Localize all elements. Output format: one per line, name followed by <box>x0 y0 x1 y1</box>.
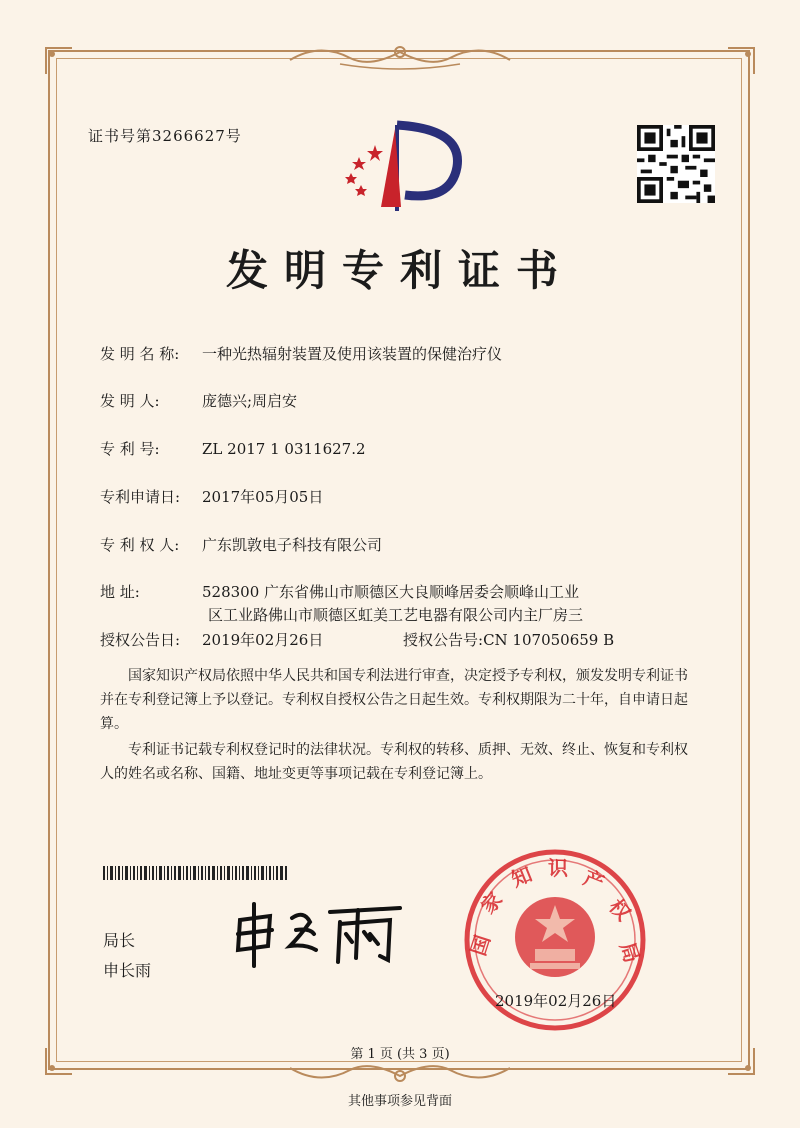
page-title: 发明专利证书 <box>225 246 574 295</box>
svg-text:局: 局 <box>615 939 645 966</box>
paragraph-1: 国家知识产权局依照中华人民共和国专利法进行审查，决定授予专利权，颁发发明专利证书并在专利登记簿上予以登记。专利权自授权公告之日起生效。专利权期限为二十年，自申请日起算。 <box>100 668 688 732</box>
patentee-row <box>100 534 382 555</box>
svg-text:识: 识 <box>548 856 568 880</box>
announce-number-value: CN 107050659 B <box>483 631 615 649</box>
signatory-name: 申长雨 <box>103 961 152 980</box>
patent-number-row <box>100 438 366 459</box>
corner-ornament-tr <box>726 46 756 76</box>
invention-name-label: 发 明 名 称: <box>100 345 180 363</box>
svg-text:家: 家 <box>475 887 508 919</box>
patent-office-logo-icon <box>335 115 465 215</box>
qr-code-icon <box>637 125 715 203</box>
patentee-value: 广东凯敦电子科技有限公司 <box>202 536 383 554</box>
inventors-value: 庞德兴;周启安 <box>202 392 298 410</box>
handwritten-signature <box>230 900 410 970</box>
address-label: 地 址: <box>100 583 140 601</box>
filing-date-value: 2017年05月05日 <box>202 488 324 506</box>
patentee-label: 专 利 权 人: <box>100 536 180 554</box>
filing-date-label: 专利申请日: <box>100 488 181 506</box>
certificate-number: 证书号第3266627号 <box>88 127 242 145</box>
invention-name-row <box>100 343 502 364</box>
barcode-icon <box>103 866 287 880</box>
announce-number <box>403 629 614 650</box>
signatory-title: 局长 <box>103 931 136 950</box>
footer-note: 其他事项参见背面 <box>347 1094 452 1109</box>
address-line1: 528300 广东省佛山市顺德区大良顺峰居委会顺峰山工业 <box>202 583 580 601</box>
svg-text:知: 知 <box>507 861 536 892</box>
patent-number-value: ZL 2017 1 0311627.2 <box>202 440 366 458</box>
announce-date-row <box>100 629 323 650</box>
page-number: 第 1 页 (共 3 页) <box>350 1047 450 1062</box>
inventors-label: 发 明 人: <box>100 392 160 410</box>
announce-number-label: 授权公告号: <box>403 631 484 649</box>
address-row <box>100 581 579 602</box>
svg-text:权: 权 <box>604 894 636 926</box>
corner-ornament-tl <box>44 46 74 76</box>
top-ornament <box>280 40 520 72</box>
svg-text:产: 产 <box>580 865 608 896</box>
svg-text:国: 国 <box>465 932 495 959</box>
announce-date-value: 2019年02月26日 <box>202 631 324 649</box>
seal-date: 2019年02月26日 <box>495 992 617 1010</box>
invention-name-value: 一种光热辐射装置及使用该装置的保健治疗仪 <box>202 345 503 363</box>
inventors-row <box>100 390 297 411</box>
filing-date-row <box>100 486 323 507</box>
address-line2: 区工业路佛山市顺德区虹美工艺电器有限公司内主厂房三 <box>208 606 584 624</box>
paragraph-2: 专利证书记载专利权登记时的法律状况。专利权的转移、质押、无效、终止、恢复和专利权人的姓名或名称、国籍、地址变更等事项记载在专利登记簿上。 <box>100 742 688 782</box>
announce-date-label: 授权公告日: <box>100 631 181 649</box>
patent-number-label: 专 利 号: <box>100 440 160 458</box>
